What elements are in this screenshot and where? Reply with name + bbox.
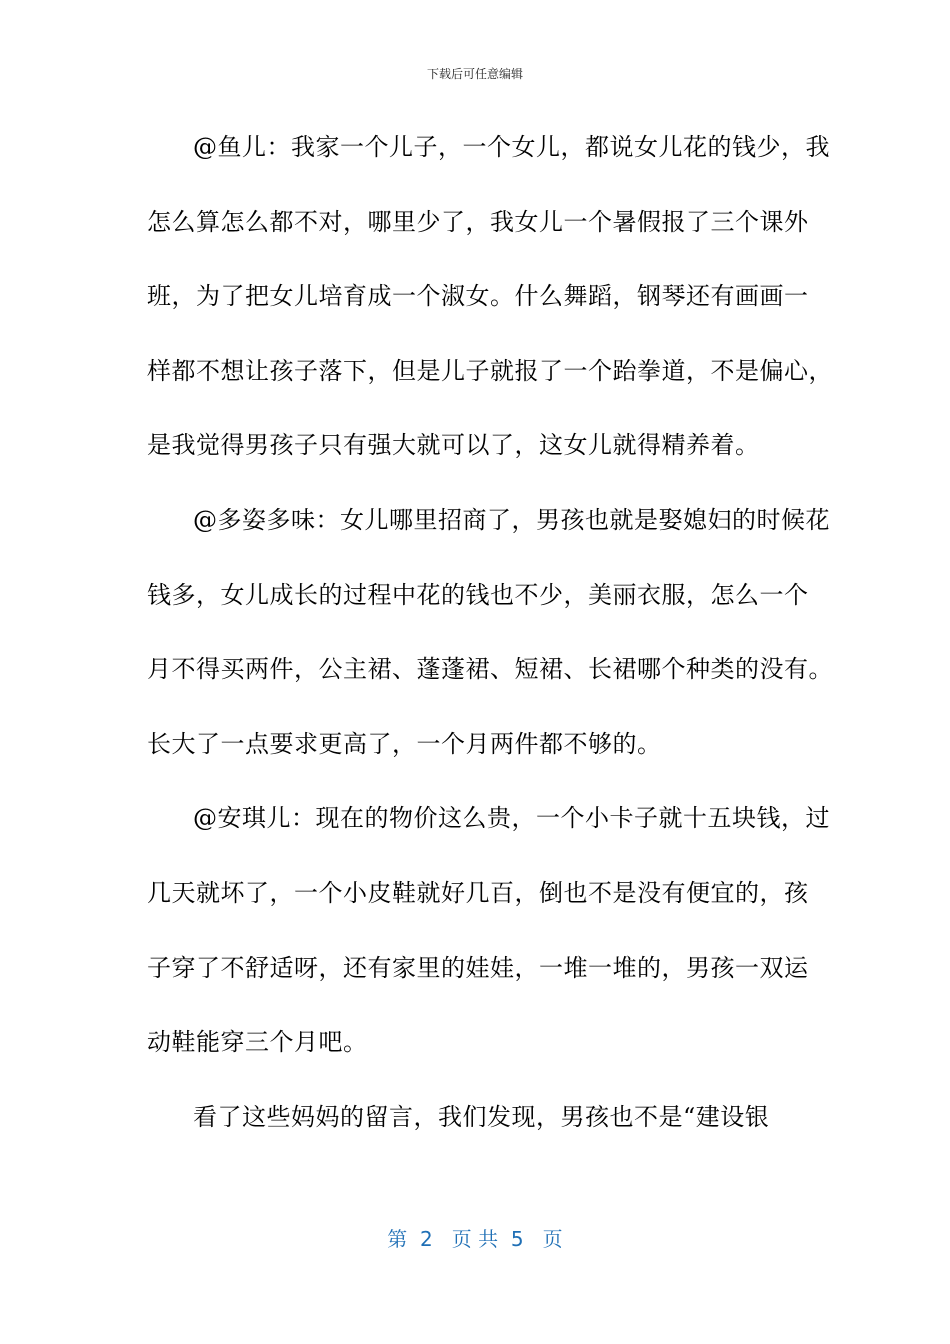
- paragraph-line: 班，为了把女儿培育成一个淑女。什么舞蹈，钢琴还有画画一: [147, 282, 809, 311]
- page-number-footer: 第 2 页 共 5 页: [387, 1227, 563, 1251]
- paragraph-line: 是我觉得男孩子只有强大就可以了，这女儿就得精养着。: [147, 431, 760, 460]
- paragraph-line: 长大了一点要求更高了，一个月两件都不够的。: [147, 729, 662, 758]
- paragraph-line: 怎么算怎么都不对，哪里少了，我女儿一个暑假报了三个课外: [147, 207, 809, 236]
- paragraph-line: 样都不想让孩子落下，但是儿子就报了一个跆拳道，不是偏心，: [147, 356, 833, 385]
- document-body: [147, 124, 833, 1168]
- paragraph-line: 钱多，女儿成长的过程中花的钱也不少，美丽衣服，怎么一个: [147, 580, 809, 609]
- paragraph-line: 子穿了不舒适呀，还有家里的娃娃，一堆一堆的，男孩一双运: [147, 953, 809, 982]
- paragraph-line: @安琪儿：现在的物价这么贵，一个小卡子就十五块钱，过: [193, 804, 830, 833]
- paragraph-line: @多姿多味：女儿哪里招商了，男孩也就是娶媳妇的时候花: [193, 505, 830, 534]
- paragraph-line: 月不得买两件，公主裙、蓬蓬裙、短裙、长裙哪个种类的没有。: [147, 655, 833, 684]
- paragraph-line: @鱼儿：我家一个儿子，一个女儿，都说女儿花的钱少，我: [193, 133, 830, 161]
- paragraph-line: 看了这些妈妈的留言，我们发现，男孩也不是“建设银: [193, 1102, 770, 1131]
- paragraph-line: 动鞋能穿三个月吧。: [147, 1028, 368, 1057]
- paragraph-line: 几天就坏了，一个小皮鞋就好几百，倒也不是没有便宜的，孩: [147, 878, 809, 907]
- page-header: 下载后可任意编辑: [426, 67, 523, 81]
